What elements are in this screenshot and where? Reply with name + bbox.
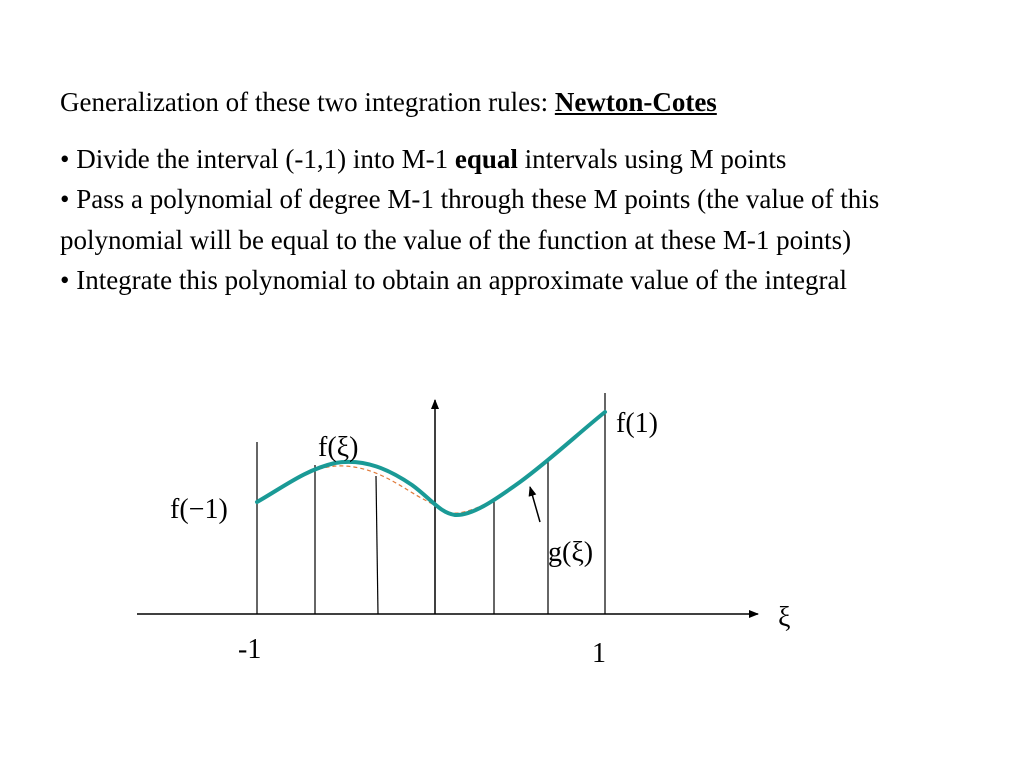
bullet-1-after: intervals using M points	[517, 143, 787, 174]
label-f-left: f(−1)	[170, 494, 228, 525]
bullet-1-bold: equal	[454, 143, 518, 174]
label-x-axis-xi: ξ	[778, 602, 791, 633]
label-f-right: f(1)	[616, 408, 658, 439]
bullet-1-before: • Divide the interval (-1,1) into M-1	[60, 143, 455, 174]
bullet-integrate-polynomial: • Integrate this polynomial to obtain an approximate value of the integral	[60, 265, 847, 295]
bullet-pass-polynomial: • Pass a polynomial of degree M-1 through these M points (the value of this polynomial will be equal to the value of the function at these M-1 points)	[60, 184, 880, 255]
tick-label-one: 1	[592, 638, 606, 669]
heading-newton-cotes: Newton-Cotes	[554, 87, 717, 117]
division-line	[376, 476, 378, 614]
polynomial-curve-g	[257, 412, 605, 513]
g-pointer-arrow	[530, 487, 540, 522]
label-f-xi: f(ξ)	[318, 432, 359, 463]
label-g-xi: g(ξ)	[548, 537, 594, 568]
tick-label-minus-one: -1	[238, 634, 262, 665]
function-curve-f	[257, 412, 605, 515]
heading-prefix: Generalization of these two integration rules:	[60, 87, 555, 117]
